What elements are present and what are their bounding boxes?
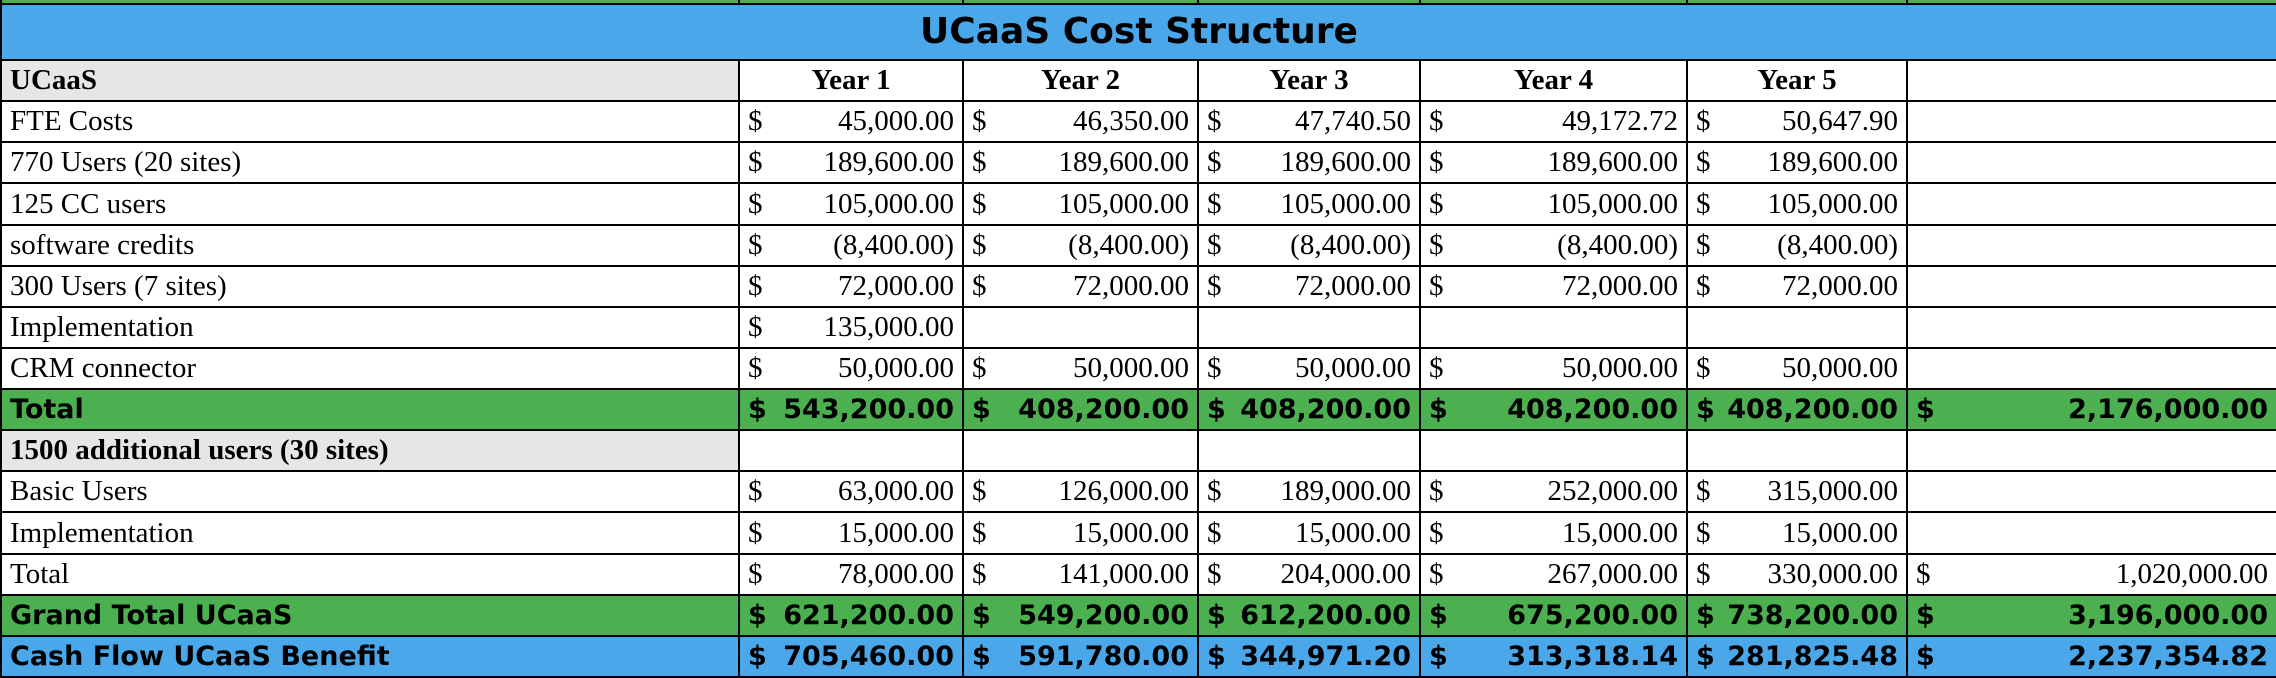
amount-value: 344,971.20 bbox=[1240, 640, 1411, 672]
additional-section-row bbox=[1, 430, 2276, 471]
row-label[interactable]: 300 Users (7 sites) bbox=[1, 266, 739, 307]
currency-symbol: $ bbox=[1429, 557, 1444, 590]
row-label[interactable]: Cash Flow UCaaS Benefit bbox=[1, 636, 739, 677]
empty-cell[interactable] bbox=[963, 430, 1198, 471]
amount-cell[interactable] bbox=[1420, 595, 1687, 636]
amount-cell[interactable] bbox=[1198, 307, 1420, 348]
currency-symbol: $ bbox=[1207, 146, 1222, 179]
currency-symbol: $ bbox=[1429, 599, 1448, 631]
currency-symbol: $ bbox=[1696, 599, 1715, 631]
row-label[interactable]: Total bbox=[1, 389, 739, 430]
amount-cell[interactable] bbox=[963, 512, 1198, 553]
amount-cell[interactable] bbox=[1687, 636, 1907, 677]
amount-cell[interactable] bbox=[963, 348, 1198, 389]
section-label-ucaas[interactable]: UCaaS bbox=[1, 60, 739, 101]
amount-cell[interactable] bbox=[963, 389, 1198, 430]
amount-value: 204,000.00 bbox=[1280, 557, 1411, 590]
amount-cell[interactable] bbox=[1198, 636, 1420, 677]
amount-cell[interactable] bbox=[739, 348, 963, 389]
currency-symbol: $ bbox=[1696, 557, 1711, 590]
amount-value: 252,000.00 bbox=[1547, 475, 1678, 508]
amount-cell[interactable] bbox=[739, 266, 963, 307]
amount-value: 49,172.72 bbox=[1562, 105, 1678, 138]
currency-symbol: $ bbox=[748, 105, 763, 138]
amount-value: 313,318.14 bbox=[1507, 640, 1678, 672]
total-header-empty[interactable] bbox=[1907, 60, 2276, 101]
amount-cell[interactable] bbox=[1687, 142, 1907, 183]
ucaas-total-row bbox=[1, 389, 2276, 430]
amount-value: 141,000.00 bbox=[1058, 557, 1189, 590]
currency-symbol: $ bbox=[1916, 640, 1935, 672]
amount-value: 72,000.00 bbox=[1562, 269, 1678, 302]
amount-cell[interactable] bbox=[739, 101, 963, 142]
amount-cell[interactable] bbox=[1907, 636, 2276, 677]
currency-symbol: $ bbox=[1207, 599, 1226, 631]
title-row bbox=[1, 4, 2276, 60]
currency-symbol: $ bbox=[748, 640, 767, 672]
amount-value: 135,000.00 bbox=[823, 310, 954, 343]
amount-value: 47,740.50 bbox=[1295, 105, 1411, 138]
amount-cell[interactable] bbox=[739, 142, 963, 183]
amount-cell[interactable] bbox=[1420, 471, 1687, 512]
amount-value: 2,237,354.82 bbox=[2068, 640, 2268, 672]
amount-value: 189,600.00 bbox=[1058, 146, 1189, 179]
year-header[interactable]: Year 3 bbox=[1198, 60, 1420, 101]
amount-value: 63,000.00 bbox=[838, 475, 954, 508]
amount-cell[interactable] bbox=[739, 471, 963, 512]
row-label[interactable]: Basic Users bbox=[1, 471, 739, 512]
amount-cell[interactable] bbox=[1198, 554, 1420, 595]
currency-symbol: $ bbox=[972, 557, 987, 590]
currency-symbol: $ bbox=[748, 599, 767, 631]
grand-total-row bbox=[1, 595, 2276, 636]
amount-value: 50,647.90 bbox=[1782, 105, 1898, 138]
currency-symbol: $ bbox=[1207, 105, 1222, 138]
amount-value: 50,000.00 bbox=[1295, 352, 1411, 385]
row-label[interactable]: Implementation bbox=[1, 512, 739, 553]
amount-value: 72,000.00 bbox=[838, 269, 954, 302]
row-label[interactable]: CRM connector bbox=[1, 348, 739, 389]
amount-cell[interactable] bbox=[1907, 471, 2276, 512]
amount-value: 189,600.00 bbox=[1547, 146, 1678, 179]
amount-value: 408,200.00 bbox=[1507, 394, 1678, 426]
amount-cell[interactable] bbox=[1907, 266, 2276, 307]
currency-symbol: $ bbox=[1207, 352, 1222, 385]
amount-cell[interactable] bbox=[963, 636, 1198, 677]
amount-cell[interactable] bbox=[1420, 101, 1687, 142]
amount-value: (8,400.00) bbox=[1557, 228, 1678, 261]
amount-cell[interactable] bbox=[1198, 142, 1420, 183]
sheet-title[interactable]: UCaaS Cost Structure bbox=[1, 4, 2276, 60]
amount-cell[interactable] bbox=[1198, 266, 1420, 307]
currency-symbol: $ bbox=[748, 269, 763, 302]
currency-symbol: $ bbox=[1696, 640, 1715, 672]
currency-symbol: $ bbox=[1207, 187, 1222, 220]
table-row bbox=[1, 348, 2276, 389]
amount-value: 267,000.00 bbox=[1547, 557, 1678, 590]
table-row bbox=[1, 266, 2276, 307]
amount-cell[interactable] bbox=[739, 225, 963, 266]
amount-cell[interactable] bbox=[739, 636, 963, 677]
year-header[interactable]: Year 5 bbox=[1687, 60, 1907, 101]
amount-cell[interactable] bbox=[1198, 183, 1420, 224]
amount-value: 50,000.00 bbox=[1562, 352, 1678, 385]
empty-cell[interactable] bbox=[739, 430, 963, 471]
amount-cell[interactable] bbox=[1420, 554, 1687, 595]
amount-cell[interactable] bbox=[963, 307, 1198, 348]
amount-cell[interactable] bbox=[1907, 307, 2276, 348]
amount-value: 315,000.00 bbox=[1767, 475, 1898, 508]
currency-symbol: $ bbox=[748, 394, 767, 426]
currency-symbol: $ bbox=[1207, 269, 1222, 302]
amount-cell[interactable] bbox=[963, 142, 1198, 183]
amount-cell[interactable] bbox=[1420, 512, 1687, 553]
amount-value: 543,200.00 bbox=[783, 394, 954, 426]
amount-cell[interactable] bbox=[1198, 389, 1420, 430]
empty-cell[interactable] bbox=[1907, 430, 2276, 471]
empty-cell[interactable] bbox=[1198, 430, 1420, 471]
currency-symbol: $ bbox=[972, 146, 987, 179]
row-label[interactable]: Grand Total UCaaS bbox=[1, 595, 739, 636]
amount-cell[interactable] bbox=[1907, 512, 2276, 553]
amount-cell[interactable] bbox=[1687, 595, 1907, 636]
table-row bbox=[1, 307, 2276, 348]
amount-value: 675,200.00 bbox=[1507, 599, 1678, 631]
currency-symbol: $ bbox=[1429, 394, 1448, 426]
amount-value: 15,000.00 bbox=[1295, 516, 1411, 549]
amount-cell[interactable] bbox=[739, 512, 963, 553]
amount-cell[interactable] bbox=[1420, 348, 1687, 389]
table-row bbox=[1, 183, 2276, 224]
amount-cell[interactable] bbox=[1420, 307, 1687, 348]
amount-cell[interactable] bbox=[1687, 512, 1907, 553]
currency-symbol: $ bbox=[1696, 228, 1711, 261]
amount-value: 2,176,000.00 bbox=[2068, 394, 2268, 426]
amount-cell[interactable] bbox=[1907, 183, 2276, 224]
amount-value: 705,460.00 bbox=[783, 640, 954, 672]
amount-cell[interactable] bbox=[739, 183, 963, 224]
amount-cell[interactable] bbox=[739, 595, 963, 636]
header-row bbox=[1, 60, 2276, 101]
amount-cell[interactable] bbox=[1198, 512, 1420, 553]
currency-symbol: $ bbox=[748, 557, 763, 590]
currency-symbol: $ bbox=[748, 228, 763, 261]
currency-symbol: $ bbox=[1429, 105, 1444, 138]
currency-symbol: $ bbox=[1429, 475, 1444, 508]
table-row bbox=[1, 142, 2276, 183]
currency-symbol: $ bbox=[1696, 394, 1715, 426]
currency-symbol: $ bbox=[1696, 516, 1711, 549]
table-row bbox=[1, 225, 2276, 266]
amount-cell[interactable] bbox=[1420, 636, 1687, 677]
table-row bbox=[1, 471, 2276, 512]
amount-value: 50,000.00 bbox=[838, 352, 954, 385]
amount-cell[interactable] bbox=[963, 471, 1198, 512]
amount-cell[interactable] bbox=[739, 307, 963, 348]
amount-value: 549,200.00 bbox=[1018, 599, 1189, 631]
amount-cell[interactable] bbox=[1420, 389, 1687, 430]
amount-value: 189,600.00 bbox=[823, 146, 954, 179]
empty-cell[interactable] bbox=[1687, 430, 1907, 471]
amount-cell[interactable] bbox=[963, 101, 1198, 142]
currency-symbol: $ bbox=[1429, 516, 1444, 549]
amount-value: (8,400.00) bbox=[1068, 228, 1189, 261]
amount-value: 72,000.00 bbox=[1073, 269, 1189, 302]
amount-cell[interactable] bbox=[963, 225, 1198, 266]
amount-value: 78,000.00 bbox=[838, 557, 954, 590]
currency-symbol: $ bbox=[972, 516, 987, 549]
amount-value: 408,200.00 bbox=[1018, 394, 1189, 426]
amount-value: 72,000.00 bbox=[1295, 269, 1411, 302]
amount-value: 50,000.00 bbox=[1073, 352, 1189, 385]
currency-symbol: $ bbox=[1429, 352, 1444, 385]
amount-cell[interactable] bbox=[739, 389, 963, 430]
amount-value: 189,600.00 bbox=[1767, 146, 1898, 179]
currency-symbol: $ bbox=[1916, 394, 1935, 426]
empty-cell[interactable] bbox=[1420, 430, 1687, 471]
amount-cell[interactable] bbox=[1687, 101, 1907, 142]
amount-value: 105,000.00 bbox=[1058, 187, 1189, 220]
amount-cell[interactable] bbox=[1420, 266, 1687, 307]
amount-cell[interactable] bbox=[1907, 101, 2276, 142]
currency-symbol: $ bbox=[972, 352, 987, 385]
currency-symbol: $ bbox=[1696, 187, 1711, 220]
currency-symbol: $ bbox=[972, 640, 991, 672]
amount-value: 189,000.00 bbox=[1280, 475, 1411, 508]
currency-symbol: $ bbox=[1696, 146, 1711, 179]
amount-value: 15,000.00 bbox=[838, 516, 954, 549]
amount-cell[interactable] bbox=[963, 266, 1198, 307]
amount-value: 612,200.00 bbox=[1240, 599, 1411, 631]
section-label-additional[interactable]: 1500 additional users (30 sites) bbox=[1, 430, 739, 471]
currency-symbol: $ bbox=[972, 269, 987, 302]
currency-symbol: $ bbox=[1696, 475, 1711, 508]
currency-symbol: $ bbox=[1207, 640, 1226, 672]
currency-symbol: $ bbox=[1429, 269, 1444, 302]
amount-value: 189,600.00 bbox=[1280, 146, 1411, 179]
amount-value: 15,000.00 bbox=[1782, 516, 1898, 549]
amount-value: 72,000.00 bbox=[1782, 269, 1898, 302]
currency-symbol: $ bbox=[1916, 599, 1935, 631]
currency-symbol: $ bbox=[972, 599, 991, 631]
amount-cell[interactable] bbox=[1198, 101, 1420, 142]
currency-symbol: $ bbox=[1207, 557, 1222, 590]
amount-value: 738,200.00 bbox=[1727, 599, 1898, 631]
amount-cell[interactable] bbox=[1687, 266, 1907, 307]
currency-symbol: $ bbox=[972, 105, 987, 138]
currency-symbol: $ bbox=[748, 187, 763, 220]
row-label[interactable]: FTE Costs bbox=[1, 101, 739, 142]
amount-value: 15,000.00 bbox=[1562, 516, 1678, 549]
currency-symbol: $ bbox=[1429, 640, 1448, 672]
currency-symbol: $ bbox=[748, 352, 763, 385]
amount-value: 126,000.00 bbox=[1058, 475, 1189, 508]
currency-symbol: $ bbox=[972, 394, 991, 426]
row-label[interactable]: Total bbox=[1, 554, 739, 595]
row-label[interactable]: 770 Users (20 sites) bbox=[1, 142, 739, 183]
row-label[interactable]: 125 CC users bbox=[1, 183, 739, 224]
amount-cell[interactable] bbox=[1907, 554, 2276, 595]
amount-value: (8,400.00) bbox=[833, 228, 954, 261]
currency-symbol: $ bbox=[972, 475, 987, 508]
amount-value: 408,200.00 bbox=[1727, 394, 1898, 426]
amount-cell[interactable] bbox=[1198, 471, 1420, 512]
amount-value: 46,350.00 bbox=[1073, 105, 1189, 138]
amount-cell[interactable] bbox=[1687, 348, 1907, 389]
amount-cell[interactable] bbox=[1687, 307, 1907, 348]
amount-cell[interactable] bbox=[1907, 225, 2276, 266]
amount-cell[interactable] bbox=[963, 183, 1198, 224]
table-row bbox=[1, 512, 2276, 553]
currency-symbol: $ bbox=[1696, 269, 1711, 302]
currency-symbol: $ bbox=[748, 146, 763, 179]
currency-symbol: $ bbox=[748, 516, 763, 549]
amount-cell[interactable] bbox=[1907, 142, 2276, 183]
currency-symbol: $ bbox=[1696, 105, 1711, 138]
amount-cell[interactable] bbox=[1198, 225, 1420, 266]
amount-cell[interactable] bbox=[1907, 348, 2276, 389]
amount-cell[interactable] bbox=[1198, 595, 1420, 636]
amount-value: 1,020,000.00 bbox=[2115, 557, 2268, 590]
amount-cell[interactable] bbox=[1420, 183, 1687, 224]
amount-value: 105,000.00 bbox=[1280, 187, 1411, 220]
row-label[interactable]: software credits bbox=[1, 225, 739, 266]
amount-value: 105,000.00 bbox=[823, 187, 954, 220]
currency-symbol: $ bbox=[972, 187, 987, 220]
amount-cell[interactable] bbox=[1687, 225, 1907, 266]
amount-value: 105,000.00 bbox=[1547, 187, 1678, 220]
amount-value: 330,000.00 bbox=[1767, 557, 1898, 590]
amount-value: (8,400.00) bbox=[1777, 228, 1898, 261]
cash-flow-row bbox=[1, 636, 2276, 677]
amount-cell[interactable] bbox=[1687, 471, 1907, 512]
amount-value: 621,200.00 bbox=[783, 599, 954, 631]
currency-symbol: $ bbox=[1429, 228, 1444, 261]
year-header[interactable]: Year 4 bbox=[1420, 60, 1687, 101]
amount-value: 15,000.00 bbox=[1073, 516, 1189, 549]
row-label[interactable]: Implementation bbox=[1, 307, 739, 348]
amount-value: 281,825.48 bbox=[1727, 640, 1898, 672]
currency-symbol: $ bbox=[1207, 228, 1222, 261]
currency-symbol: $ bbox=[1429, 187, 1444, 220]
amount-cell[interactable] bbox=[963, 554, 1198, 595]
currency-symbol: $ bbox=[1916, 557, 1931, 590]
amount-cell[interactable] bbox=[1907, 389, 2276, 430]
currency-symbol: $ bbox=[1696, 352, 1711, 385]
amount-value: 3,196,000.00 bbox=[2068, 599, 2268, 631]
table-row bbox=[1, 554, 2276, 595]
currency-symbol: $ bbox=[972, 228, 987, 261]
amount-cell[interactable] bbox=[1420, 225, 1687, 266]
currency-symbol: $ bbox=[748, 310, 763, 343]
currency-symbol: $ bbox=[1207, 475, 1222, 508]
amount-cell[interactable] bbox=[1687, 389, 1907, 430]
year-header[interactable]: Year 1 bbox=[739, 60, 963, 101]
amount-cell[interactable] bbox=[963, 595, 1198, 636]
amount-value: 45,000.00 bbox=[838, 105, 954, 138]
year-header[interactable]: Year 2 bbox=[963, 60, 1198, 101]
amount-cell[interactable] bbox=[739, 554, 963, 595]
table-row bbox=[1, 101, 2276, 142]
amount-cell[interactable] bbox=[1907, 595, 2276, 636]
amount-value: 50,000.00 bbox=[1782, 352, 1898, 385]
currency-symbol: $ bbox=[1429, 146, 1444, 179]
amount-value: (8,400.00) bbox=[1290, 228, 1411, 261]
amount-cell[interactable] bbox=[1687, 183, 1907, 224]
currency-symbol: $ bbox=[1207, 516, 1222, 549]
currency-symbol: $ bbox=[1207, 394, 1226, 426]
amount-value: 591,780.00 bbox=[1018, 640, 1189, 672]
amount-cell[interactable] bbox=[1687, 554, 1907, 595]
amount-value: 408,200.00 bbox=[1240, 394, 1411, 426]
amount-cell[interactable] bbox=[1198, 348, 1420, 389]
currency-symbol: $ bbox=[748, 475, 763, 508]
amount-value: 105,000.00 bbox=[1767, 187, 1898, 220]
amount-cell[interactable] bbox=[1420, 142, 1687, 183]
